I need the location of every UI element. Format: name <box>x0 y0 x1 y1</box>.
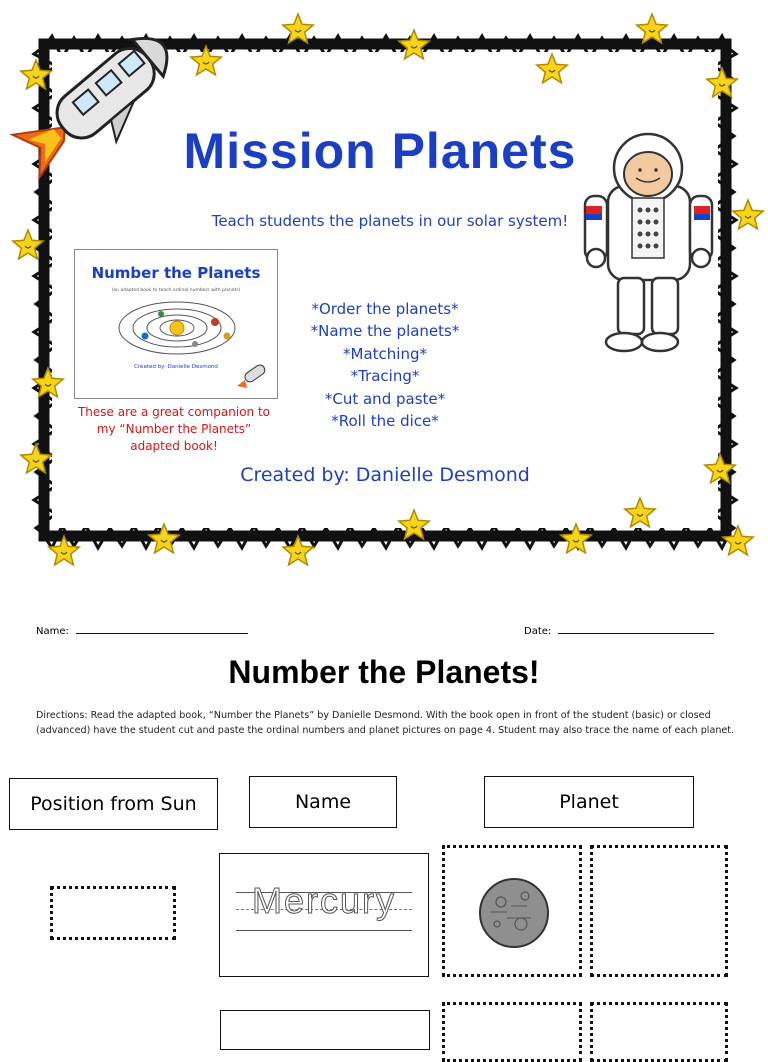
worksheet-title: Number the Planets! <box>228 654 540 690</box>
planet-paste-box[interactable] <box>590 1002 728 1062</box>
creator-credit: Created by: Danielle Desmond <box>240 464 530 486</box>
name-label: Name: <box>36 626 69 637</box>
book-thumbnail-title: Number the Planets <box>91 264 261 282</box>
book-thumbnail <box>74 249 278 399</box>
book-thumbnail-subtitle: (an adapted book to teach ordinal numbers with planets) <box>111 288 241 293</box>
feature-item: *Cut and paste* <box>324 389 446 408</box>
date-label: Date: <box>524 626 552 637</box>
companion-note: These are a great companion to my “Number the Planets” adapted book! <box>77 405 271 453</box>
feature-item: *Name the planets* <box>310 322 460 341</box>
feature-list <box>280 298 490 432</box>
date-field[interactable] <box>524 626 714 637</box>
planet-paste-box[interactable] <box>590 845 728 977</box>
header-planet: Planet <box>484 776 694 828</box>
header-name: Name <box>249 776 397 828</box>
solar-system-icon <box>115 296 239 360</box>
feature-item: *Roll the dice* <box>331 412 439 431</box>
planet-picture-box[interactable] <box>442 845 582 977</box>
position-paste-box[interactable] <box>50 886 176 940</box>
feature-item: *Matching* <box>343 344 427 363</box>
feature-item: *Order the planets* <box>311 300 459 318</box>
feature-item: *Tracing* <box>350 367 420 386</box>
mercury-planet-icon <box>477 876 551 950</box>
directions-text: Directions: Read the adapted book, “Number the Planets” by Danielle Desmond. With the book open in front of the student (basic) or closed (advanced) have the student cut and paste the ordinal numbers and planet pictures on page 4. Student may also trace the name of each planet. <box>36 710 735 736</box>
trace-name-mercury[interactable]: Mercury <box>251 880 396 921</box>
date-line[interactable] <box>558 633 714 634</box>
name-trace-box[interactable] <box>220 1010 430 1050</box>
header-position-from-sun: Position from Sun <box>9 778 218 830</box>
star-icon <box>149 524 179 553</box>
name-field[interactable] <box>36 626 248 637</box>
cover-title: Mission Planets <box>183 123 577 179</box>
cover-subtitle: Teach students the planets in our solar system! <box>211 212 569 230</box>
star-icon <box>733 200 763 229</box>
name-line[interactable] <box>76 633 248 634</box>
planet-picture-box[interactable] <box>442 1002 582 1062</box>
rocket-icon <box>235 362 271 394</box>
book-thumbnail-credit: Created by: Danielle Desmond <box>134 364 218 370</box>
name-trace-box[interactable] <box>219 853 429 977</box>
